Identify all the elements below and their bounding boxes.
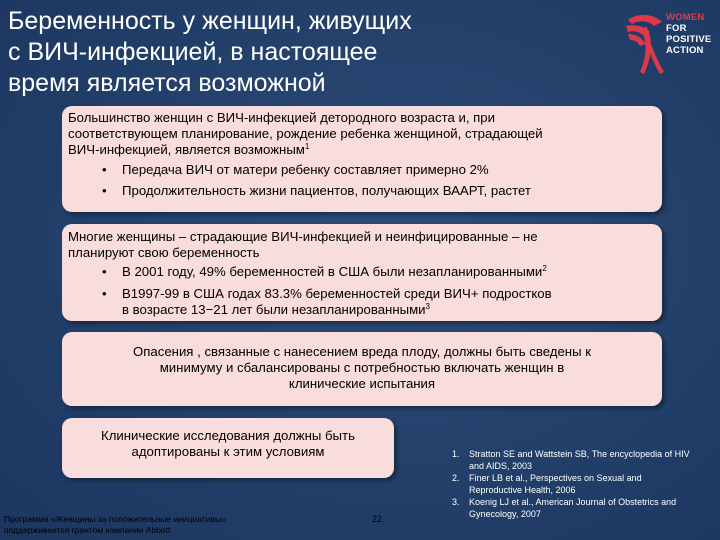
slide-title <box>8 6 478 99</box>
box-text <box>68 428 388 460</box>
text-line: соответствующем планирование, рождение ребенка женщиной, страдающей <box>68 126 543 141</box>
bullet-text: Продолжительность жизни пациентов, получающих ВААРТ, растет <box>122 183 531 198</box>
info-box-clinical-trials <box>62 418 394 478</box>
bullet-text: Передача ВИЧ от матери ребенку составляет примерно 2% <box>122 162 489 177</box>
text-line: клинические испытания <box>288 376 436 391</box>
bullet-icon: • <box>102 183 107 198</box>
box-text <box>68 344 656 392</box>
reference-number: 3. <box>452 497 460 507</box>
logo-word: ACTION <box>666 45 704 56</box>
wfpa-logo <box>624 12 716 84</box>
bullet-icon: • <box>102 162 107 177</box>
title-line: Беременность у женщин, живущих <box>8 7 412 35</box>
text-line-content: ВИЧ-инфекцией, является возможным <box>68 142 305 157</box>
logo-text <box>666 12 711 56</box>
reference-item <box>452 473 714 496</box>
references-list <box>452 449 714 521</box>
title-line: время является возможной <box>8 69 326 97</box>
footnote-ref: 3 <box>425 302 430 311</box>
bullet-text <box>122 264 547 280</box>
text-line: Большинство женщин с ВИЧ-инфекцией детородного возраста и, при <box>68 110 495 125</box>
footnote-ref: 1 <box>304 142 310 151</box>
logo-word: WOMEN <box>666 12 705 23</box>
reference-item <box>452 449 714 472</box>
logo-word: POSITIVE <box>666 34 712 45</box>
bullet-text <box>122 302 430 318</box>
footer-line: Программа «Женщины за положительные инициативы» <box>4 514 226 524</box>
footnote-ref: 2 <box>542 264 547 273</box>
reference-text: and AIDS, 2003 <box>469 460 533 471</box>
reference-text: Gynecology, 2007 <box>469 508 541 519</box>
text-line: минимуму и сбалансированы с потребностью включать женщин в <box>159 360 565 375</box>
text-line: Многие женщины – страдающие ВИЧ-инфекцией и неинфицированные – не <box>68 229 538 244</box>
text-line: планируют свою беременность <box>68 245 260 260</box>
info-box-pregnancy-possible <box>62 106 662 212</box>
reference-text: Reproductive Health, 2006 <box>469 484 576 495</box>
text-line: Опасения , связанные с нанесением вреда плоду, должны быть сведены к <box>133 344 591 359</box>
reference-number: 1. <box>452 449 460 459</box>
footer-note <box>4 514 304 536</box>
bullet-icon: • <box>102 286 107 301</box>
ribbon-feather-icon <box>624 12 666 84</box>
text-line <box>68 142 656 158</box>
info-box-unplanned-pregnancy <box>62 224 662 321</box>
reference-text: Koenig LJ et al., American Journal of Obstetrics and <box>469 497 677 507</box>
info-box-fetal-risk <box>62 332 662 406</box>
text-line: Клинические исследования должны быть <box>101 428 355 443</box>
bullet-text: В1997-99 в США годах 83.3% беременностей среди ВИЧ+ подростков <box>122 286 552 301</box>
reference-text: Finer LB et al., Perspectives on Sexual and <box>469 473 642 483</box>
box-text <box>68 110 656 158</box>
reference-text: Stratton SE and Wattstein SB, The encyclopedia of HIV <box>469 449 690 459</box>
box-text <box>68 229 656 261</box>
reference-item <box>452 497 714 520</box>
text-line: адоптированы к этим условиям <box>131 444 325 459</box>
page-number: 22 <box>372 514 383 524</box>
bullet-text-content: В 2001 году, 49% беременностей в США были незапланированными <box>122 264 543 279</box>
logo-word: FOR <box>666 23 687 34</box>
reference-number: 2. <box>452 473 460 483</box>
title-line: с ВИЧ-инфекцией, в настоящее <box>8 38 378 66</box>
footer-line: поддерживается грантом компании Abbott <box>4 525 171 535</box>
bullet-text-content: в возрасте 13−21 лет были незапланированными <box>122 302 426 317</box>
bullet-icon: • <box>102 264 107 279</box>
